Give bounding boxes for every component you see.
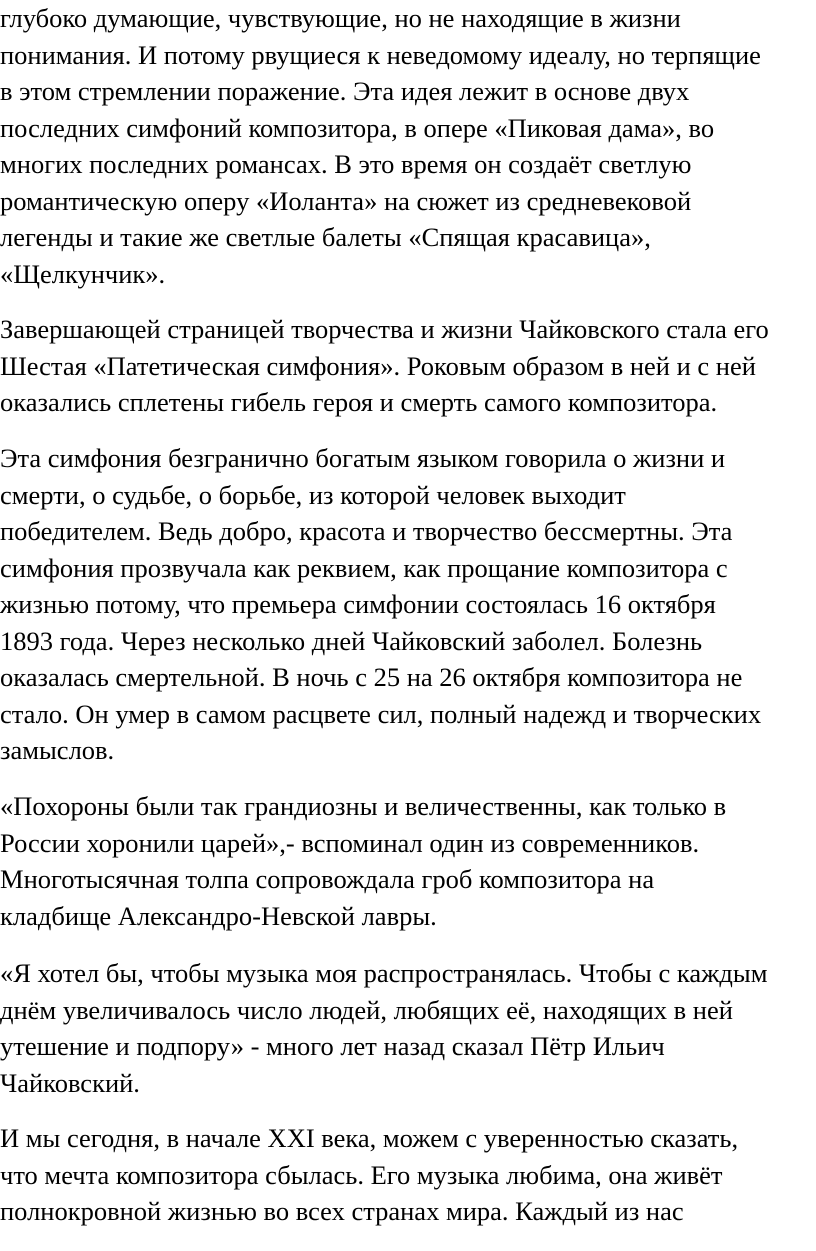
text-line: И мы сегодня, в начале XXI века, можем с уверенностью сказать, <box>0 1123 739 1153</box>
paragraph-1 <box>0 0 761 292</box>
text-line: стало. Он умер в самом расцвете сил, полный надежд и творческих <box>0 698 762 729</box>
text-line: понимания. И потому рвущиеся к неведомому идеалу, но терпящие <box>0 39 761 70</box>
text-line: романтическую оперу «Иоланта» на сюжет из средневековой <box>0 185 692 216</box>
text-line: многих последних романсах. В это время он создаёт светлую <box>0 149 692 179</box>
text-line: легенды и такие же светлые балеты «Спящая красавица», <box>0 222 651 252</box>
text-line: 1893 года. Через несколько дней Чайковский заболел. Болезнь <box>0 625 703 656</box>
text-line: Завершающей страницей творчества и жизни Чайковского стала его <box>0 314 769 344</box>
text-line: глубоко думающие, чувствующие, но не находящие в жизни <box>0 3 681 33</box>
text-line: «Щелкунчик». <box>0 258 166 289</box>
text-line: последних симфоний композитора, в опере «Пиковая дама», во <box>0 112 715 143</box>
paragraph-5 <box>0 955 767 1101</box>
text-line: в этом стремлении поражение. Эта идея лежит в основе двух <box>0 76 690 106</box>
paragraph-6 <box>0 1120 738 1230</box>
paragraph-4 <box>0 788 726 934</box>
text-line: полнокровной жизнью во всех странах мира. Каждый из нас <box>0 1196 684 1226</box>
text-line: России хоронили царей»,- вспоминал один из современников. <box>0 827 700 858</box>
text-line: Чайковский. <box>0 1067 140 1098</box>
text-line: кладбище Александро-Невской лавры. <box>0 900 437 931</box>
text-line: что мечта композитора сбылась. Его музыка любима, она живёт <box>0 1159 723 1190</box>
text-line: днём увеличивалось число людей, любящих её, находящих в ней <box>0 994 733 1025</box>
text-line: Многотысячная толпа сопровождала гроб композитора на <box>0 864 655 894</box>
paragraph-3 <box>0 440 761 769</box>
text-line: «Похороны были так грандиозны и величественны, как только в <box>0 791 727 821</box>
text-line: оказались сплетены гибель героя и смерть самого композитора. <box>0 387 718 417</box>
text-line: замыслов. <box>0 735 115 765</box>
text-line: Шестая «Патетическая симфония». Роковым образом в ней и с ней <box>0 350 756 381</box>
text-line: победителем. Ведь добро, красота и творчество бессмертны. Эта <box>0 516 733 546</box>
text-line: жизнью потому, что премьера симфонии состоялась 16 октября <box>0 589 716 619</box>
text-line: смерти, о судьбе, о борьбе, из которой человек выходит <box>0 479 626 510</box>
text-line: симфония прозвучала как реквием, как прощание композитора с <box>0 552 728 583</box>
text-line: «Я хотел бы, чтобы музыка моя распространялась. Чтобы с каждым <box>0 958 768 988</box>
text-line: Эта симфония безгранично богатым языком говорила о жизни и <box>0 443 726 473</box>
text-line: оказалась смертельной. В ночь с 25 на 26 октября композитора не <box>0 662 743 692</box>
text-line: утешение и подпору» - много лет назад сказал Пётр Ильич <box>0 1031 665 1061</box>
paragraph-2 <box>0 311 769 421</box>
